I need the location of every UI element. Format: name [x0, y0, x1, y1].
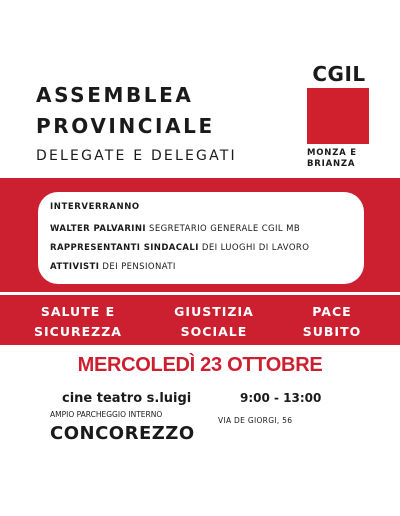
- logo-text: CGIL: [312, 62, 366, 86]
- theme-line: SUBITO: [302, 324, 362, 339]
- theme-peace-now: [292, 302, 372, 342]
- theme-line: SOCIALE: [180, 324, 248, 339]
- speaker-row-3: [50, 262, 176, 272]
- speaker-row-1: [50, 224, 300, 234]
- theme-line: SICUREZZA: [34, 324, 122, 339]
- subtitle: DELEGATE E DELEGATI: [36, 148, 237, 164]
- title-line-2: PROVINCIALE: [36, 114, 215, 138]
- logo-subtitle-line-2: BRIANZA: [307, 159, 356, 169]
- speaker-role: DEI PENSIONATI: [99, 262, 176, 272]
- theme-health-safety: [28, 302, 128, 342]
- speaker-role: SEGRETARIO GENERALE CGIL MB: [145, 224, 301, 234]
- speaker-name: WALTER PALVARINI: [50, 224, 146, 234]
- theme-line: GIUSTIZIA: [174, 304, 254, 319]
- event-hours: 9:00 - 13:00: [240, 391, 322, 405]
- theme-line: PACE: [312, 304, 352, 319]
- speaker-role: DEI LUOGHI DI LAVORO: [198, 243, 310, 253]
- venue-address: VIA DE GIORGI, 56: [218, 416, 293, 425]
- logo-subtitle-line-1: MONZA E: [307, 148, 357, 158]
- event-city: CONCOREZZO: [50, 423, 195, 444]
- theme-line: SALUTE E: [40, 304, 116, 319]
- parking-note: AMPIO PARCHEGGIO INTERNO: [50, 410, 163, 419]
- speaker-name: RAPPRESENTANTI SINDACALI: [50, 243, 199, 253]
- title-line-1: ASSEMBLEA: [36, 83, 194, 107]
- speaker-row-2: [50, 243, 309, 253]
- speakers-heading: INTERVERRANNO: [50, 202, 140, 212]
- cgil-logo: [304, 62, 374, 172]
- event-date: MERCOLEDÌ 23 OTTOBRE: [77, 354, 323, 376]
- venue-name: cine teatro s.luigi: [62, 391, 192, 406]
- speaker-name: ATTIVISTI: [50, 262, 100, 272]
- theme-social-justice: [158, 302, 270, 342]
- logo-red-square: [307, 88, 369, 144]
